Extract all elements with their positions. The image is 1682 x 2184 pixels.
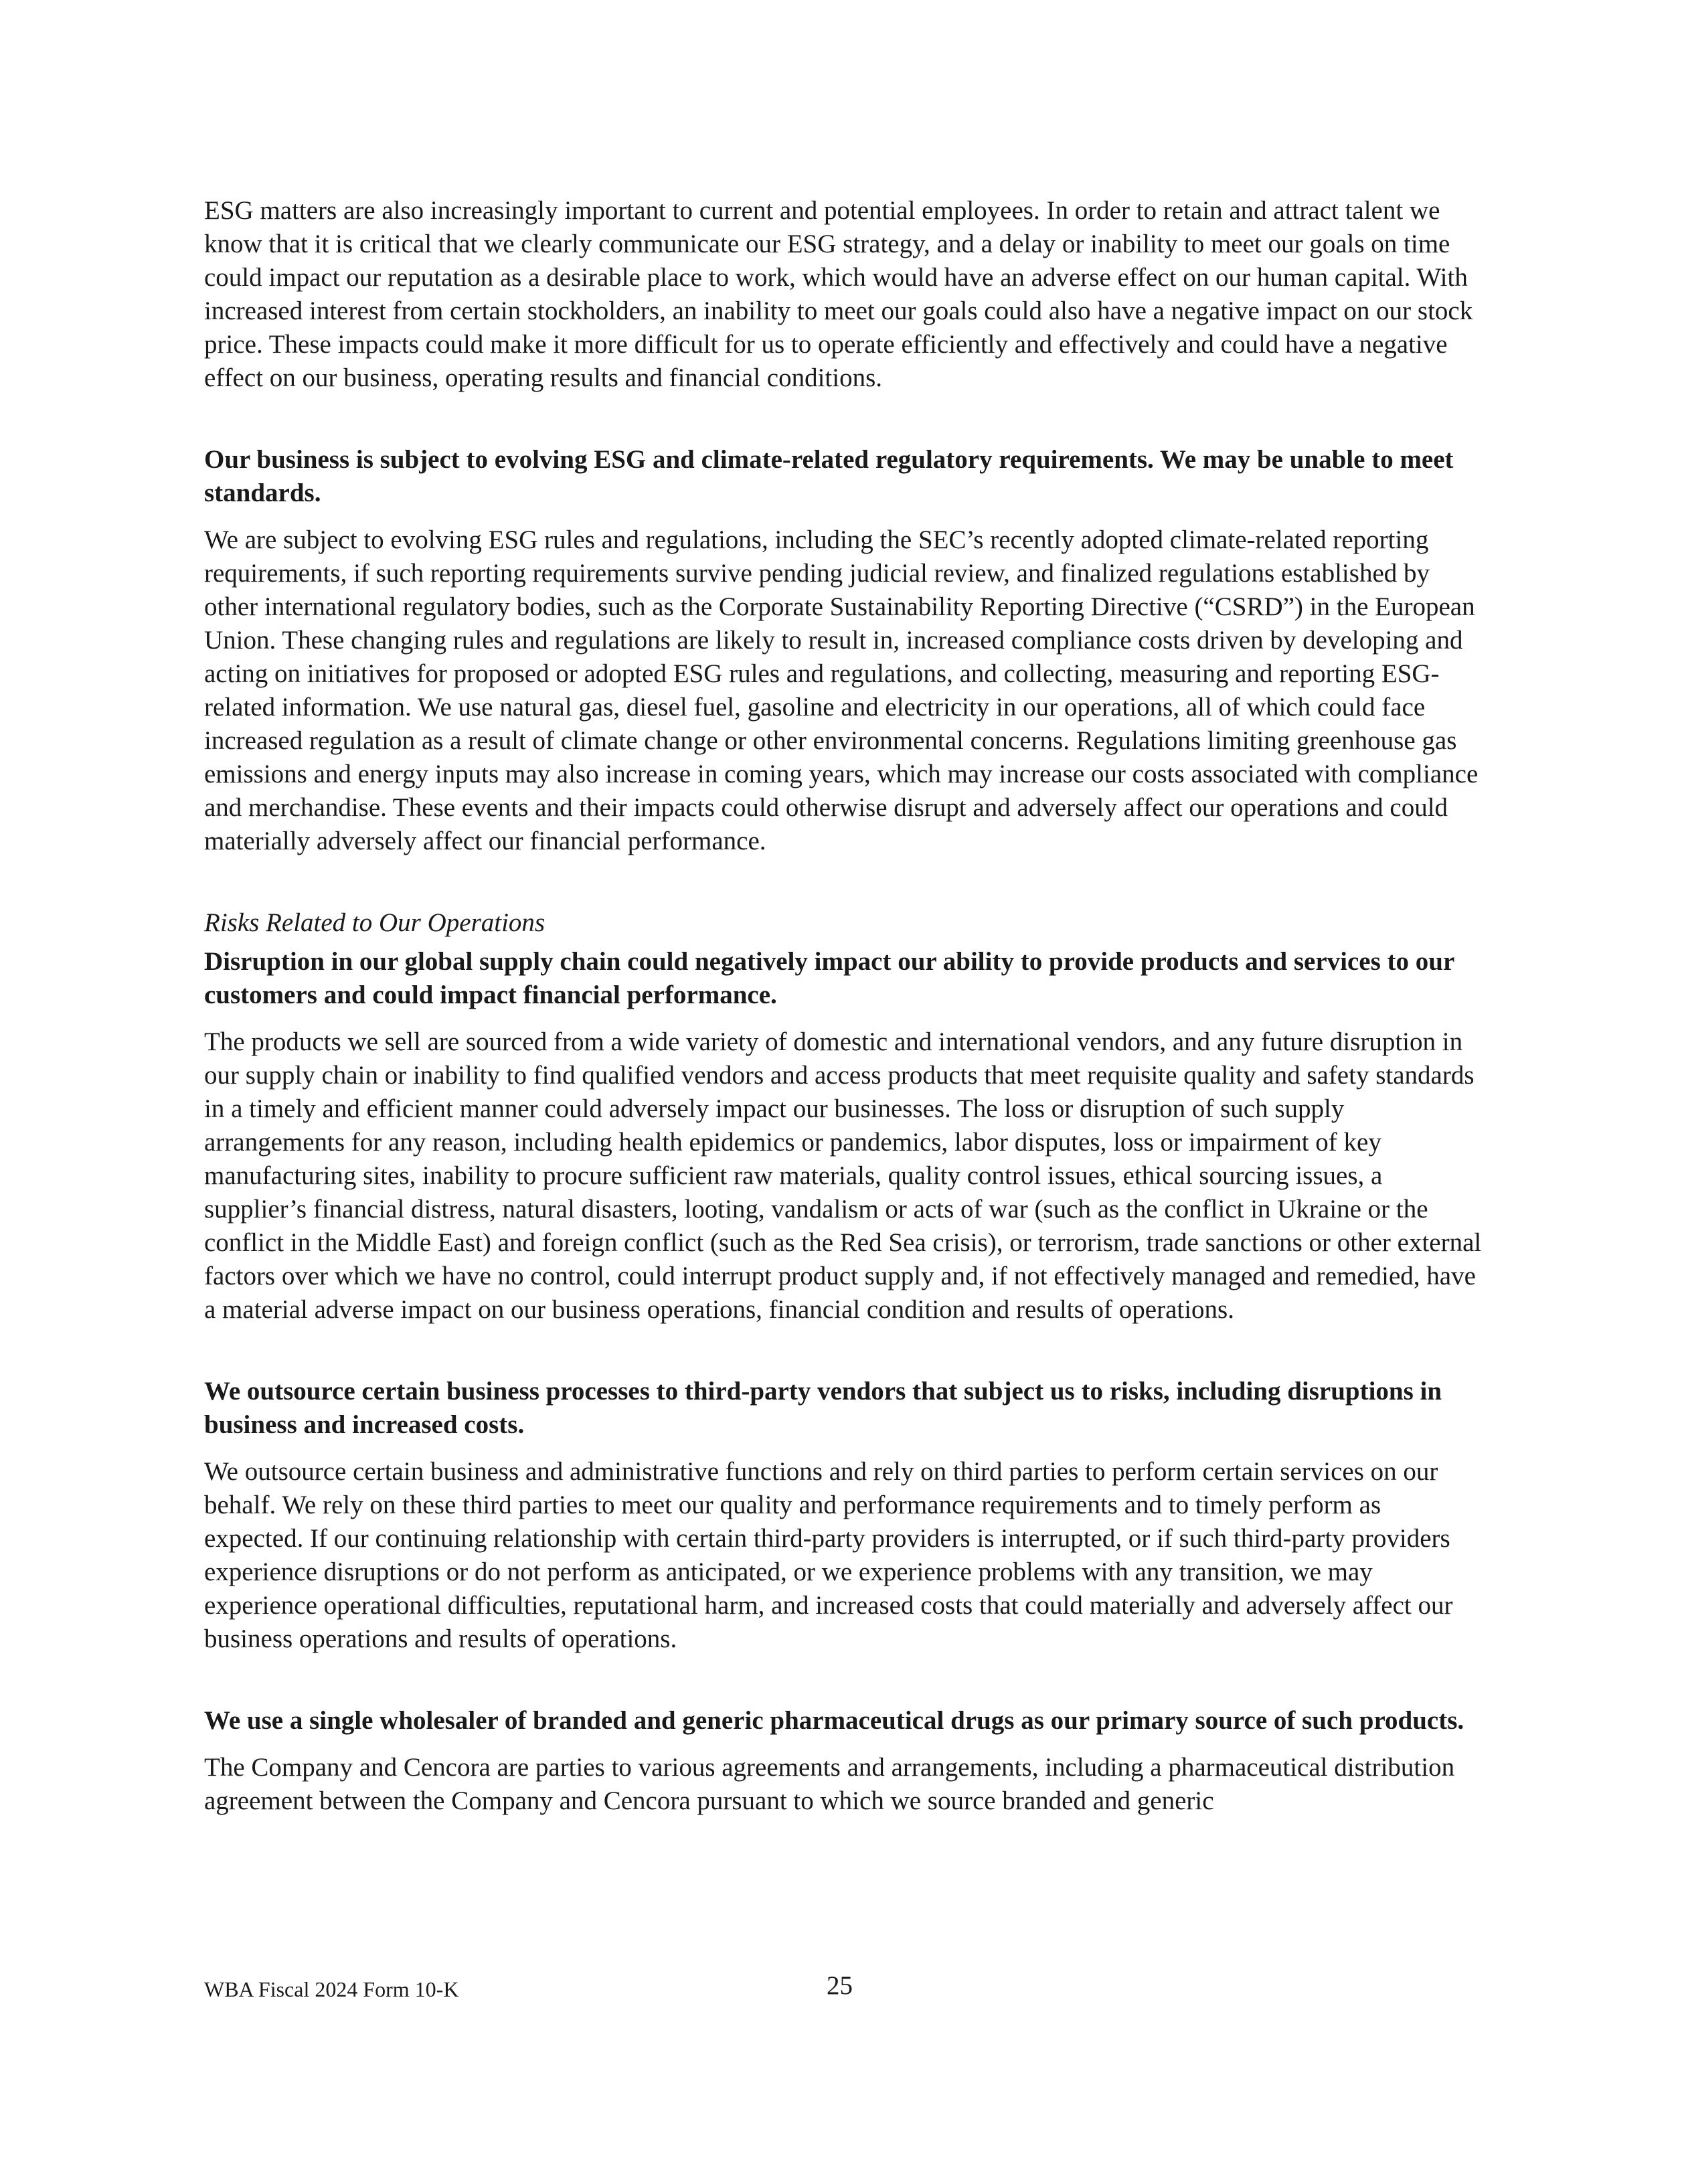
heading-single-wholesaler: We use a single wholesaler of branded and generic pharmaceutical drugs as our primary source of such products. xyxy=(204,1706,1464,1735)
paragraph-outsourcing: We outsource certain business and administrative functions and rely on third parties to perform certain services on our behalf. We rely on these third parties to meet our quality and performance requirements and to timely perform as expected. If our continuing relationship with certain third-party providers is interrupted, or if such third-party providers experience disruptions or do not perform as anticipated, or we experience problems with any transition, we may experience operational difficulties, reputational harm, and increased costs that could materially and adversely affect our business operations and results of operations. xyxy=(204,1457,1453,1653)
section-label-operations-risks: Risks Related to Our Operations xyxy=(204,908,545,937)
document-page xyxy=(204,194,1483,1818)
paragraph-esg-employees: ESG matters are also increasingly important to current and potential employees. In order to retain and attract talent we know that it is critical that we clearly communicate our ESG strategy, and a delay or inability to meet our goals on time could impact our reputation as a desirable place to work, which would have an adverse effect on our human capital. With increased interest from certain stockholders, an inability to meet our goals could also have a negative impact on our stock price. These impacts could make it more difficult for us to operate efficiently and effectively and could have a negative effect on our business, operating results and financial conditions. xyxy=(204,196,1473,392)
heading-supply-chain: Disruption in our global supply chain could negatively impact our ability to provide products and services to our customers and could impact financial performance. xyxy=(204,947,1454,1009)
paragraph-esg-regulatory: We are subject to evolving ESG rules and regulations, including the SEC’s recently adopted climate-related reporting requirements, if such reporting requirements survive pending judicial review, and finalized regulations established by other international regulatory bodies, such as the Corporate Sustainability Reporting Directive (“CSRD”) in the European Union. These changing rules and regulations are likely to result in, increased compliance costs driven by developing and acting on initiatives for proposed or adopted ESG rules and regulations, and collecting, measuring and reporting ESG-related information. We use natural gas, diesel fuel, gasoline and electricity in our operations, all of which could face increased regulation as a result of climate change or other environmental concerns. Regulations limiting greenhouse gas emissions and energy inputs may also increase in coming years, which may increase our costs associated with compliance and merchandise. These events and their impacts could otherwise disrupt and adversely affect our operations and could materially adversely affect our financial performance. xyxy=(204,525,1479,855)
page-number: 25 xyxy=(827,1971,853,2000)
paragraph-single-wholesaler: The Company and Cencora are parties to various agreements and arrangements, including a pharmaceutical distribution agreement between the Company and Cencora pursuant to which we source branded and generic xyxy=(204,1753,1455,1815)
heading-outsourcing: We outsource certain business processes to third-party vendors that subject us to risks, including disruptions in business and increased costs. xyxy=(204,1377,1442,1439)
heading-esg-regulatory: Our business is subject to evolving ESG and climate-related regulatory requirements. We may be unable to meet standards. xyxy=(204,445,1454,507)
footer-document-label: WBA Fiscal 2024 Form 10-K xyxy=(204,1977,459,2001)
paragraph-supply-chain: The products we sell are sourced from a wide variety of domestic and international vendors, and any future disruption in our supply chain or inability to find qualified vendors and access products that meet requisite quality and safety standards in a timely and efficient manner could adversely impact our businesses. The loss or disruption of such supply arrangements for any reason, including health epidemics or pandemics, labor disputes, loss or impairment of key manufacturing sites, inability to procure sufficient raw materials, quality control issues, ethical sourcing issues, a supplier’s financial distress, natural disasters, looting, vandalism or acts of war (such as the conflict in Ukraine or the conflict in the Middle East) and foreign conflict (such as the Red Sea crisis), or terrorism, trade sanctions or other external factors over which we have no control, could interrupt product supply and, if not effectively managed and remedied, have a material adverse impact on our business operations, financial condition and results of operations. xyxy=(204,1027,1482,1324)
